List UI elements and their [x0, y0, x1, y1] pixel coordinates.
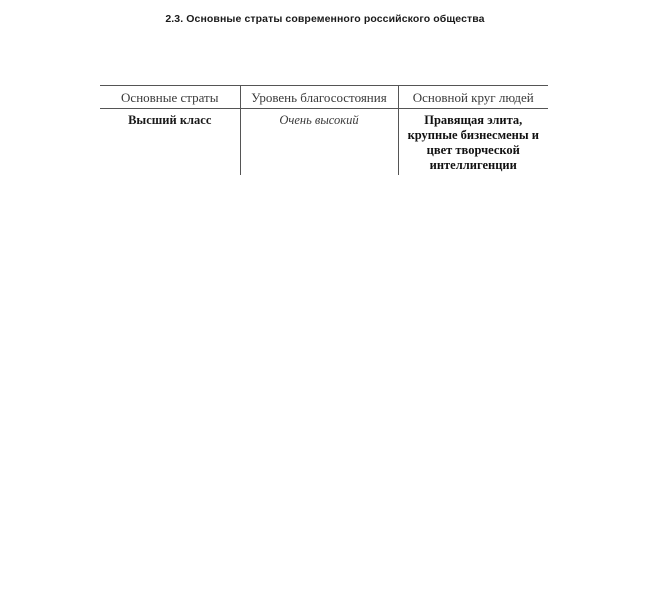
table-header-row	[100, 86, 548, 109]
header-strata: Основные страты	[100, 86, 240, 109]
document-title: 2.3. Основные страты современного российского общества	[165, 13, 485, 25]
cell-wealth-level: Очень высокий	[240, 109, 398, 176]
strata-table	[100, 85, 548, 175]
cell-strata: Высший класс	[128, 113, 212, 127]
header-people-circle: Основной круг людей	[398, 86, 548, 109]
cell-people-circle: Правящая элита, крупные бизнесмены и цвет творческой интеллигенции	[398, 109, 548, 176]
header-wealth-level: Уровень благосостояния	[240, 86, 398, 109]
table-row	[100, 109, 548, 176]
